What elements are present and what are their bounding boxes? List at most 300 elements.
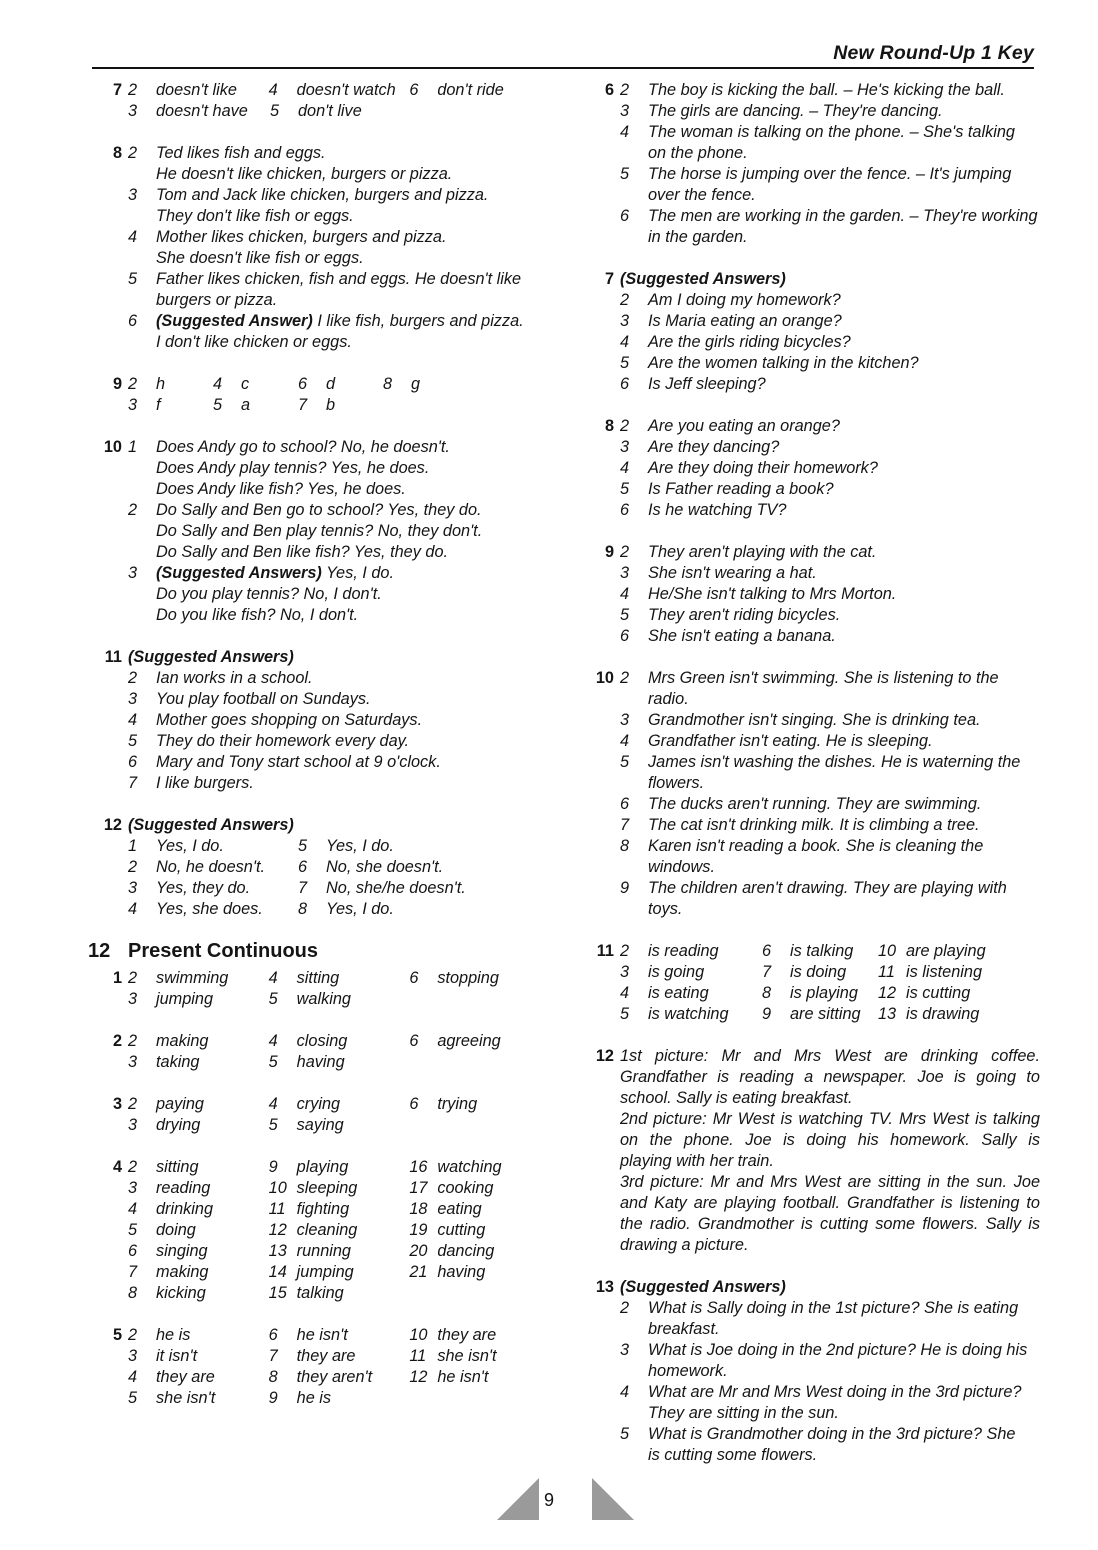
answer-grid-row — [128, 1052, 548, 1073]
answer-cell — [409, 1157, 548, 1178]
item-number: 8 — [298, 900, 308, 918]
answer-cell — [409, 1199, 548, 1220]
answer-text: No, she doesn't. — [326, 858, 444, 876]
exercise-number: 9 — [112, 375, 122, 393]
exercise-body — [620, 941, 1040, 1025]
exercise-number: 6 — [604, 81, 614, 99]
answer-cell — [409, 80, 548, 101]
answer-text: she isn't — [156, 1389, 216, 1407]
answer-line — [620, 437, 1040, 458]
answer-line — [620, 1340, 1040, 1361]
answer-text: on the phone. — [648, 144, 748, 162]
answer-cell — [620, 983, 762, 1004]
item-number: 7 — [620, 816, 630, 834]
answer-text: doesn't have — [156, 102, 248, 120]
item-number: 4 — [620, 1383, 630, 1401]
answer-line — [620, 1382, 1040, 1403]
item-number — [409, 1283, 437, 1304]
answer-line — [128, 248, 548, 269]
answer-text: in the garden. — [648, 228, 748, 246]
answer-line — [620, 1424, 1040, 1445]
answer-line — [128, 500, 548, 521]
exercise-body — [128, 1031, 548, 1073]
answer-line — [128, 479, 548, 500]
exercise — [580, 80, 1040, 248]
answer-text: is watching — [648, 1005, 729, 1023]
exercise-number: 1 — [112, 969, 122, 987]
answer-cell — [269, 1367, 410, 1388]
answer-text — [156, 563, 548, 584]
answer-line — [620, 857, 1040, 878]
exercise-number: 12 — [595, 1047, 614, 1065]
answer-cell — [128, 1199, 269, 1220]
item-number: 5 — [620, 165, 630, 183]
answer-text: breakfast. — [648, 1320, 720, 1338]
item-number — [620, 185, 648, 206]
answer-line — [128, 563, 548, 584]
item-number: 3 — [128, 396, 138, 414]
answer-cell — [762, 983, 878, 1004]
answer-cell — [128, 899, 298, 920]
answer-text: Are you eating an orange? — [648, 417, 840, 435]
item-number: 5 — [128, 270, 138, 288]
answer-line — [620, 227, 1040, 248]
exercise-number: 10 — [595, 669, 614, 687]
item-number: 6 — [409, 969, 419, 987]
answer-text: swimming — [156, 969, 229, 987]
item-number: 13 — [268, 1242, 287, 1260]
exercise — [580, 1277, 1040, 1466]
answer-text: What is Sally doing in the 1st picture? She is eating — [648, 1299, 1019, 1317]
answer-grid-row — [128, 1178, 548, 1199]
answer-text: are playing — [906, 942, 986, 960]
answer-cell — [128, 968, 269, 989]
exercise-number: 7 — [112, 81, 122, 99]
answer-text: kicking — [156, 1284, 206, 1302]
answer-text: f — [156, 396, 161, 414]
answer-text: doing — [156, 1221, 196, 1239]
item-number: 14 — [268, 1263, 287, 1281]
section-heading — [88, 938, 548, 964]
answer-text: They aren't riding bicycles. — [648, 606, 841, 624]
exercise-number: 3 — [112, 1095, 122, 1113]
answer-text: cooking — [437, 1179, 494, 1197]
answer-grid-row — [128, 374, 548, 395]
answer-text: Do Sally and Ben go to school? Yes, they do. — [156, 501, 482, 519]
item-number: 4 — [268, 1095, 278, 1113]
answer-line — [128, 689, 548, 710]
exercise-body — [128, 1094, 548, 1136]
answer-text: playing — [296, 1158, 349, 1176]
answer-text: don't live — [298, 102, 362, 120]
left-column — [88, 80, 548, 1430]
item-number: 8 — [128, 1284, 138, 1302]
item-number: 5 — [620, 1005, 630, 1023]
answer-cell — [762, 962, 878, 983]
answer-cell — [269, 1094, 410, 1115]
answer-cell — [620, 1004, 762, 1025]
item-number — [128, 290, 156, 311]
item-number: 6 — [409, 1032, 419, 1050]
answer-cell — [409, 1094, 548, 1115]
answer-text: Do you play tennis? No, I don't. — [156, 585, 382, 603]
answer-cell — [128, 1052, 269, 1073]
answer-text: agreeing — [437, 1032, 501, 1050]
answer-line — [128, 752, 548, 773]
answer-text: h — [156, 375, 166, 393]
item-number: 16 — [409, 1158, 428, 1176]
item-number: 2 — [620, 1299, 630, 1317]
suggested-answers-heading: (Suggested Answers) — [128, 816, 294, 834]
item-number: 3 — [128, 186, 138, 204]
item-number: 4 — [620, 732, 630, 750]
item-number: 6 — [762, 942, 772, 960]
answer-line — [128, 458, 548, 479]
answer-cell — [128, 80, 269, 101]
item-number: 4 — [620, 123, 630, 141]
item-number: 2 — [620, 543, 630, 561]
item-number — [620, 1403, 648, 1424]
answer-text: I like fish, burgers and pizza. — [312, 312, 524, 330]
answer-grid-row — [128, 395, 548, 416]
answer-text: dancing — [437, 1242, 495, 1260]
item-number: 2 — [128, 1032, 138, 1050]
answer-text: Yes, I do. — [156, 837, 224, 855]
answer-cell — [409, 1262, 548, 1283]
answer-text: Mrs Green isn't swimming. She is listening to the radio. — [648, 669, 999, 708]
answer-cell — [878, 1004, 1018, 1025]
exercise — [88, 1094, 548, 1136]
answer-text: Grandmother isn't singing. She is drinking tea. — [648, 711, 981, 729]
item-number: 8 — [268, 1368, 278, 1386]
answer-text: Ted likes fish and eggs. — [156, 144, 326, 162]
exercise — [88, 80, 548, 122]
item-number: 3 — [128, 1116, 138, 1134]
answer-cell — [298, 878, 498, 899]
item-number: 1 — [128, 438, 138, 456]
item-number: 5 — [128, 1221, 138, 1239]
item-number: 3 — [620, 312, 630, 330]
exercise-body — [128, 1157, 548, 1304]
answer-cell — [269, 1157, 410, 1178]
answer-text: he isn't — [296, 1326, 348, 1344]
answer-line — [128, 269, 548, 290]
suggested-answer-label: (Suggested Answers) — [156, 564, 322, 582]
answer-line — [128, 311, 548, 332]
exercise-body — [128, 968, 548, 1010]
answer-line — [128, 164, 548, 185]
exercise-body — [620, 1277, 1040, 1466]
item-number: 3 — [620, 963, 630, 981]
answer-text: Yes, I do. — [321, 564, 394, 582]
item-number: 3 — [128, 1053, 138, 1071]
item-number: 7 — [298, 879, 308, 897]
answer-text: Yes, I do. — [326, 837, 394, 855]
item-number: 11 — [878, 963, 895, 981]
answer-cell — [269, 1052, 410, 1073]
item-number: 6 — [128, 753, 138, 771]
answer-cell — [409, 989, 548, 1010]
answer-cell — [128, 374, 213, 395]
item-number: 18 — [409, 1200, 428, 1218]
item-number: 2 — [128, 501, 138, 519]
answer-cell — [878, 962, 1018, 983]
answer-paragraph-line: playing with her train. — [620, 1152, 774, 1170]
item-number — [620, 1445, 648, 1466]
answer-line — [128, 227, 548, 248]
answer-line — [620, 80, 1040, 101]
answer-text: drinking — [156, 1200, 214, 1218]
answer-line — [128, 290, 548, 311]
answer-text: Does Andy play tennis? Yes, he does. — [156, 459, 430, 477]
suggested-answers-heading: (Suggested Answers) — [128, 648, 294, 666]
answer-text: Do Sally and Ben play tennis? No, they don't. — [156, 522, 483, 540]
answer-line — [128, 332, 548, 353]
answer-cell — [409, 1388, 548, 1409]
answer-cell — [213, 395, 298, 416]
item-number: 5 — [128, 1389, 138, 1407]
item-number: 6 — [268, 1326, 278, 1344]
answer-line — [620, 206, 1040, 227]
item-number — [409, 1388, 437, 1409]
answer-grid-row — [128, 1388, 548, 1409]
answer-grid-row — [128, 857, 548, 878]
answer-cell — [409, 1367, 548, 1388]
answer-line — [620, 626, 1040, 647]
answer-cell — [128, 1157, 269, 1178]
answer-text: stopping — [437, 969, 499, 987]
item-number — [128, 479, 156, 500]
answer-text: Is Father reading a book? — [648, 480, 834, 498]
item-number: 1 — [128, 837, 138, 855]
answer-text: Am I doing my homework? — [648, 291, 841, 309]
answer-text: burgers or pizza. — [156, 291, 278, 309]
item-number — [128, 542, 156, 563]
exercise — [88, 374, 548, 416]
item-number: 4 — [128, 228, 138, 246]
answer-cell — [269, 1199, 410, 1220]
answer-grid-row — [620, 941, 1040, 962]
item-number: 9 — [620, 879, 630, 897]
answer-text: making — [156, 1032, 209, 1050]
answer-grid-row — [128, 1241, 548, 1262]
answer-text: is eating — [648, 984, 709, 1002]
answer-cell — [409, 1241, 548, 1262]
answer-text: he isn't — [437, 1368, 489, 1386]
answer-cell — [878, 941, 1018, 962]
answer-text: She doesn't like fish or eggs. — [156, 249, 364, 267]
answer-text: Are they doing their homework? — [648, 459, 878, 477]
answer-cell — [409, 1346, 548, 1367]
exercise — [580, 941, 1040, 1025]
exercise-number: 5 — [112, 1326, 122, 1344]
exercise — [88, 815, 548, 920]
item-number: 3 — [620, 438, 630, 456]
answer-cell — [128, 1220, 269, 1241]
answer-cell — [620, 941, 762, 962]
answer-grid-row — [128, 1325, 548, 1346]
answer-line — [620, 584, 1040, 605]
answer-cell — [128, 1031, 269, 1052]
exercise — [88, 1157, 548, 1304]
item-number: 5 — [620, 480, 630, 498]
answer-text: having — [437, 1263, 486, 1281]
answer-text: jumping — [296, 1263, 354, 1281]
answer-text: Do you like fish? No, I don't. — [156, 606, 359, 624]
exercise-body — [620, 542, 1040, 647]
item-number: 10 — [409, 1326, 428, 1344]
answer-text: cutting — [437, 1221, 486, 1239]
answer-cell — [269, 968, 410, 989]
answer-line — [128, 731, 548, 752]
answer-grid-row — [128, 1094, 548, 1115]
section-number: 12 — [88, 940, 111, 962]
answer-text: she isn't — [437, 1347, 497, 1365]
item-number: 13 — [878, 1005, 897, 1023]
item-number: 2 — [128, 375, 138, 393]
answer-text: Are the girls riding bicycles? — [648, 333, 851, 351]
answer-cell — [128, 1283, 269, 1304]
answer-cell — [128, 1367, 269, 1388]
answer-cell — [128, 1388, 269, 1409]
item-number: 4 — [213, 375, 223, 393]
answer-text: they are — [156, 1368, 215, 1386]
answer-grid-row — [128, 1220, 548, 1241]
answer-line — [620, 563, 1040, 584]
exercise-body — [620, 1046, 1040, 1256]
suggested-answer-label: (Suggested Answer) — [156, 312, 313, 330]
answer-text: having — [296, 1053, 345, 1071]
answer-text: over the fence. — [648, 186, 756, 204]
answer-text: g — [411, 375, 421, 393]
item-number: 10 — [878, 942, 897, 960]
answer-text: I don't like chicken or eggs. — [156, 333, 352, 351]
answer-line — [128, 605, 548, 626]
answer-paragraph-line: and Katy are playing football. Grandfather is listening to — [620, 1194, 1040, 1212]
answer-grid-row — [128, 989, 548, 1010]
answer-text: fighting — [296, 1200, 350, 1218]
answer-text: Mary and Tony start school at 9 o'clock. — [156, 753, 441, 771]
answer-text: don't ride — [437, 81, 504, 99]
answer-text: talking — [296, 1284, 344, 1302]
page-header-title: New Round-Up 1 Key — [833, 42, 1034, 64]
exercise-body — [128, 815, 548, 920]
answer-line — [620, 605, 1040, 626]
answer-text: They don't like fish or eggs. — [156, 207, 354, 225]
answer-text: a — [241, 396, 251, 414]
answer-paragraph-line: 2nd picture: Mr West is watching TV. Mrs West is talking — [620, 1110, 1040, 1128]
answer-text: They do their homework every day. — [156, 732, 410, 750]
item-number: 12 — [878, 984, 897, 1002]
item-number — [128, 605, 156, 626]
exercise-body — [128, 80, 548, 122]
item-number: 3 — [128, 564, 138, 582]
item-number: 9 — [762, 1005, 772, 1023]
item-number — [409, 1115, 437, 1136]
answer-cell — [128, 1241, 269, 1262]
item-number: 2 — [128, 858, 138, 876]
answer-text: The cat isn't drinking milk. It is climbing a tree. — [648, 816, 980, 834]
answer-text: Mother likes chicken, burgers and pizza. — [156, 228, 447, 246]
answer-text: doesn't watch — [296, 81, 396, 99]
item-number: 5 — [270, 102, 280, 120]
answer-line — [620, 542, 1040, 563]
answer-line — [620, 353, 1040, 374]
answer-cell — [269, 1115, 410, 1136]
suggested-answers-heading: (Suggested Answers) — [620, 1278, 786, 1296]
answer-line — [620, 878, 1040, 920]
exercise — [580, 542, 1040, 647]
answer-cell — [269, 1031, 410, 1052]
item-number: 19 — [409, 1221, 428, 1239]
answer-grid-row — [128, 1115, 548, 1136]
answer-text: The ducks aren't running. They are swimming. — [648, 795, 982, 813]
answer-text: is playing — [790, 984, 858, 1002]
answer-grid-row — [128, 1199, 548, 1220]
answer-text: walking — [296, 990, 351, 1008]
item-number: 2 — [128, 969, 138, 987]
answer-line — [128, 206, 548, 227]
answer-line — [620, 731, 1040, 752]
answer-line — [620, 458, 1040, 479]
answer-paragraph-line: school. Sally is eating breakfast. — [620, 1089, 853, 1107]
answer-cell — [298, 395, 383, 416]
answer-text: The woman is talking on the phone. – She's talking — [648, 123, 1015, 141]
answer-grid-row — [128, 1031, 548, 1052]
answer-cell — [128, 857, 298, 878]
answer-cell — [620, 962, 762, 983]
answer-cell — [269, 1220, 410, 1241]
item-number — [128, 332, 156, 353]
answer-text: sitting — [296, 969, 340, 987]
answer-cell — [409, 1031, 548, 1052]
item-number: 6 — [620, 627, 630, 645]
item-number: 4 — [268, 1032, 278, 1050]
item-number — [620, 773, 648, 794]
item-number: 5 — [620, 606, 630, 624]
item-number: 6 — [620, 501, 630, 519]
answer-text: crying — [296, 1095, 341, 1113]
exercise-number: 2 — [112, 1032, 122, 1050]
answer-line — [620, 143, 1040, 164]
item-number: 2 — [128, 669, 138, 687]
item-number: 4 — [268, 969, 278, 987]
item-number: 8 — [383, 375, 393, 393]
exercise-body — [620, 668, 1040, 920]
item-number: 4 — [128, 1200, 138, 1218]
answer-cell — [409, 968, 548, 989]
item-number — [620, 857, 648, 878]
answer-text: they are — [296, 1347, 356, 1365]
answer-text: I like burgers. — [156, 774, 254, 792]
exercise — [88, 437, 548, 626]
item-number: 6 — [298, 858, 308, 876]
answer-cell — [269, 1178, 410, 1199]
answer-grid-row — [620, 983, 1040, 1004]
item-number — [128, 248, 156, 269]
item-number: 3 — [620, 711, 630, 729]
item-number: 7 — [268, 1347, 278, 1365]
answer-text: is going — [648, 963, 705, 981]
item-number: 2 — [620, 291, 630, 309]
answer-cell — [269, 1325, 410, 1346]
answer-text: Ian works in a school. — [156, 669, 313, 687]
item-number: 6 — [620, 207, 630, 225]
answer-text: reading — [156, 1179, 211, 1197]
exercise-body — [620, 269, 1040, 395]
answer-text: What is Grandmother doing in the 3rd picture? She — [648, 1425, 1016, 1443]
answer-line — [128, 668, 548, 689]
